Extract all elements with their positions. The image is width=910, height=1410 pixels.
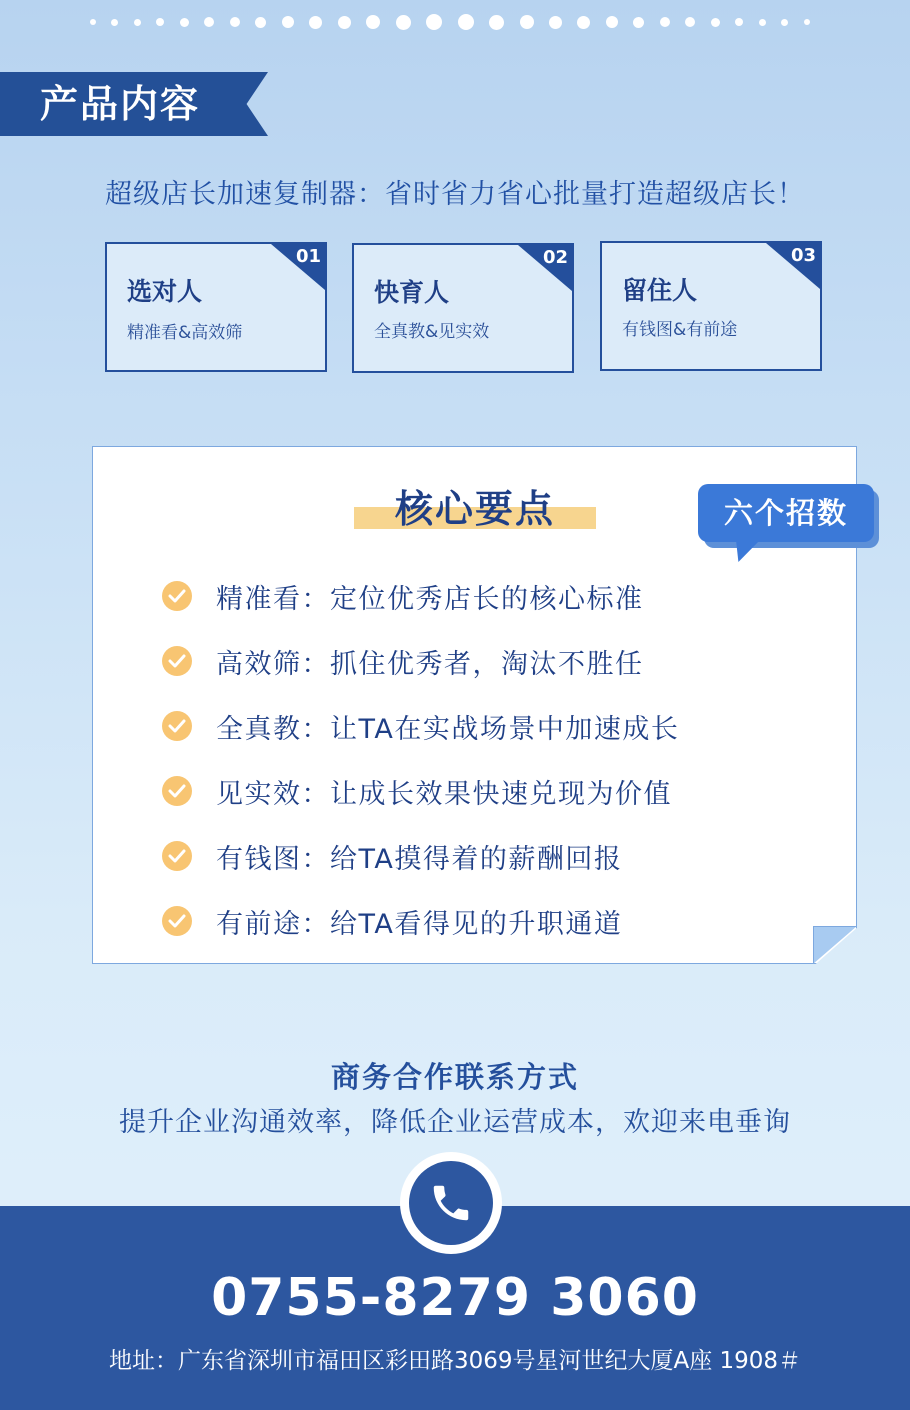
- address: 地址：广东省深圳市福田区彩田路3069号星河世纪大厦A座 1908＃: [108, 1348, 802, 1374]
- phone-button[interactable]: [400, 1152, 502, 1254]
- decorative-dots: [90, 14, 810, 30]
- decorative-dot: [230, 17, 240, 27]
- card-number: 01: [295, 246, 321, 267]
- decorative-dot: [111, 19, 118, 26]
- card-title: 选对人: [127, 277, 203, 306]
- core-point-text: 见实效：让成长效果快速兑现为价值: [216, 778, 672, 810]
- decorative-dot: [781, 19, 788, 26]
- decorative-dot: [711, 18, 720, 27]
- feature-card-02: [352, 243, 574, 373]
- check-circle-icon: [162, 711, 192, 741]
- decorative-dot: [458, 14, 474, 30]
- check-circle-icon: [162, 841, 192, 871]
- check-circle-icon: [162, 776, 192, 806]
- contact-subtitle: 提升企业沟通效率，降低企业运营成本，欢迎来电垂询: [119, 1107, 791, 1138]
- decorative-dot: [309, 16, 322, 29]
- check-circle-icon: [162, 906, 192, 936]
- decorative-dot: [549, 16, 562, 29]
- decorative-dot: [156, 18, 164, 26]
- core-point: [162, 643, 644, 679]
- card-number: 03: [790, 245, 816, 266]
- core-point-text: 精准看：定位优秀店长的核心标准: [216, 583, 644, 615]
- decorative-dot: [134, 19, 141, 26]
- check-circle-icon: [162, 581, 192, 611]
- decorative-dot: [685, 17, 695, 27]
- card-subtitle: 全真教&见实效: [374, 322, 490, 342]
- section-title: 产品内容: [40, 82, 201, 126]
- card-number: 02: [542, 247, 568, 268]
- card-subtitle: 有钱图&有前途: [622, 320, 738, 340]
- card-title: 留住人: [622, 276, 698, 305]
- decorative-dot: [338, 16, 351, 29]
- intro-text: 超级店长加速复制器：省时省力省心批量打造超级店长！: [105, 179, 805, 210]
- decorative-dot: [255, 17, 266, 28]
- decorative-dot: [735, 18, 743, 26]
- phone-number[interactable]: 0755-8279 3060: [211, 1268, 699, 1328]
- card-title: 快育人: [374, 278, 450, 307]
- decorative-dot: [660, 17, 670, 27]
- feature-card-03: [600, 241, 822, 371]
- decorative-dot: [180, 18, 189, 27]
- decorative-dot: [489, 15, 504, 30]
- core-point-text: 有前途：给TA看得见的升职通道: [216, 908, 623, 940]
- decorative-dot: [366, 15, 380, 29]
- decorative-dot: [396, 15, 411, 30]
- core-title: 核心要点: [394, 487, 555, 531]
- decorative-dot: [633, 17, 644, 28]
- decorative-dot: [520, 15, 534, 29]
- feature-card-01: [105, 242, 327, 372]
- check-circle-icon: [162, 646, 192, 676]
- decorative-dot: [804, 19, 810, 25]
- six-moves-badge: 六个招数: [698, 484, 874, 542]
- decorative-dot: [282, 16, 294, 28]
- contact-title: 商务合作联系方式: [330, 1060, 579, 1094]
- core-point: [162, 773, 672, 809]
- decorative-dot: [759, 19, 766, 26]
- decorative-dot: [577, 16, 590, 29]
- card-subtitle: 精准看&高效筛: [127, 323, 243, 343]
- decorative-dot: [90, 19, 96, 25]
- core-point: [162, 708, 679, 744]
- core-point: [162, 903, 622, 939]
- decorative-dot: [426, 14, 442, 30]
- core-point: [162, 838, 622, 874]
- decorative-dot: [204, 17, 214, 27]
- core-point-text: 有钱图：给TA摸得着的薪酬回报: [216, 843, 623, 875]
- phone-icon: [409, 1161, 493, 1245]
- core-point-text: 全真教：让TA在实战场景中加速成长: [216, 713, 680, 745]
- core-point-text: 高效筛：抓住优秀者，淘汰不胜任: [216, 648, 644, 680]
- decorative-dot: [606, 16, 618, 28]
- core-point: [162, 578, 644, 614]
